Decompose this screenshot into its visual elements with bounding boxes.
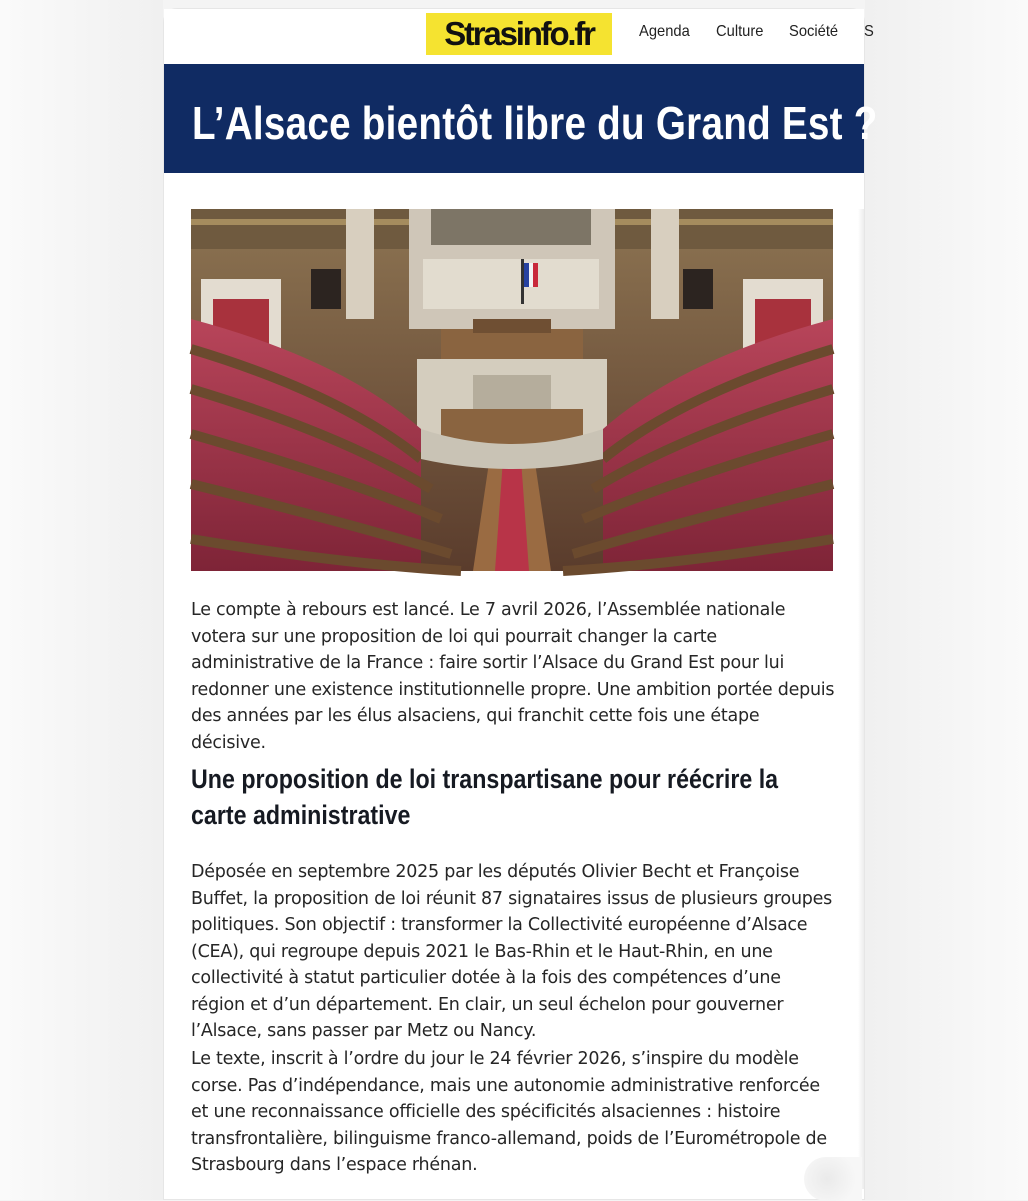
site-logo[interactable]: [426, 13, 612, 55]
nav-link-truncated[interactable]: S: [864, 23, 874, 40]
site-header: [164, 9, 874, 64]
page-margin-left: [0, 0, 163, 1200]
article-title-band: [164, 64, 878, 173]
article-intro: Le compte à rebours est lancé. Le 7 avril 2026, l’Assemblée nationale votera sur une proposition de loi qui pourrait changer la carte administrative de la France : faire sortir l’Alsace du Grand Est pour lui redonner une existence institutionnelle propre. Une ambition portée depuis des années par les élus alsaciens, qui franchit cette fois une étape décisive.: [191, 600, 835, 753]
nav-link-culture[interactable]: Culture: [716, 23, 764, 40]
article-paragraph-1: Déposée en septembre 2025 par les députés Olivier Becht et Françoise Buffet, la proposition de loi réunit 87 signataires issus de plusieurs groupes politiques. Son objectif : transformer la Collectivité européenne d’Alsace (CEA), qui regroupe depuis 2021 le Bas-Rhin et le Haut-Rhin, en une collectivité à statut particulier dotée à la fois des compétences d’une région et d’un département. En clair, un seul échelon pour gouverner l’Alsace, sans passer par Metz ou Nancy.: [191, 862, 833, 1041]
page-margin-right: [865, 0, 1028, 1200]
browser-viewport: [163, 8, 878, 1200]
article-subheading: Une proposition de loi transpartisane pour réécrire la carte administrative: [191, 764, 779, 830]
nav-link-agenda[interactable]: Agenda: [639, 23, 690, 40]
hemicycle-photo-icon: [191, 209, 833, 571]
nav-link-societe[interactable]: Société: [789, 23, 839, 40]
floating-action-button[interactable]: [804, 1157, 862, 1201]
article-title: L’Alsace bientôt libre du Grand Est ?: [192, 97, 878, 149]
article-paragraph-2: Le texte, inscrit à l’ordre du jour le 24 février 2026, s’inspire du modèle corse. Pas d’indépendance, mais une autonomie administrative renforcée et une reconnaissance officielle des spécificités alsaciennes : histoire transfrontalière, bilinguisme franco-allemand, poids de l’Eurométropole de Strasbourg dans l’espace rhénan.: [191, 1049, 827, 1175]
article-hero-image: [191, 209, 833, 571]
site-logo-text: Strasinfo.fr: [444, 15, 594, 52]
scrollbar-track[interactable]: [858, 209, 864, 1189]
